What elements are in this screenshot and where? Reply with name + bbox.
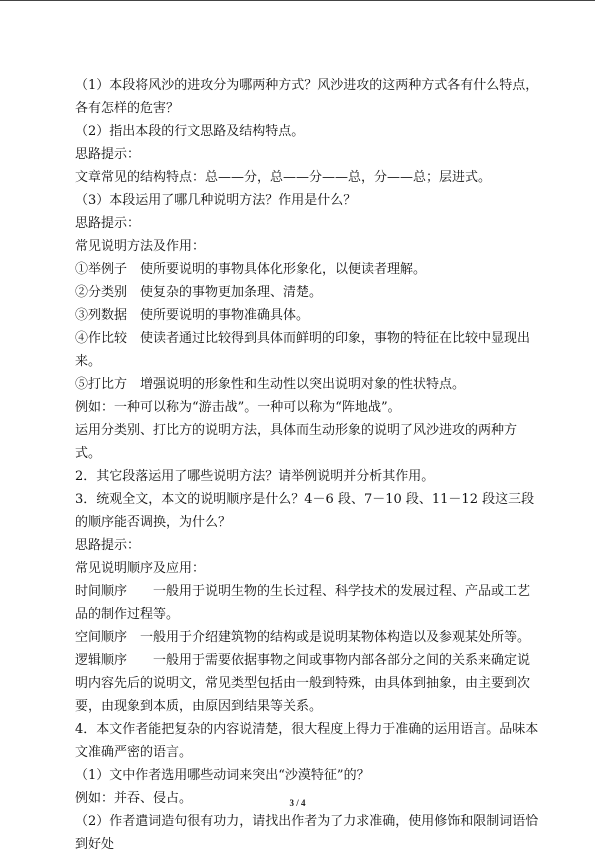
method-item: ③列数据 使所要说明的事物准确具体。 [75,308,310,323]
question-1-3: （3）本段运用了哪几种说明方法？作用是什么？ [75,193,357,208]
example-line: 例如：并吞、侵占。 [75,791,193,806]
order-item-time: 时间顺序 一般用于说明生物的生长过程、科学技术的发展过程、产品或工艺品的制作过程等。 [75,584,531,622]
example-explanation: 运用分类别、打比方的说明方法，具体而生动形象的说明了风沙进攻的两种方式。 [75,423,518,461]
order-item-logic: 逻辑顺序 一般用于需要依据事物之间或事物内部各部分之间的关系来确定说明内容先后的说明文，常见类型包括由一般到特殊，由具体到抽象，由主要到次要，由现象到本质，由原因到结果等关系。 [75,653,531,714]
page-number: 3 / 4 [289,798,306,808]
question-4: 4．本文作者能把复杂的内容说清楚，很大程度上得力于准确的运用语言。品味本文准确严密的语言。 [75,722,539,760]
document-body [62,74,540,856]
order-heading: 常见说明顺序及应用： [75,561,206,576]
order-item-space: 空间顺序 一般用于介绍建筑物的结构或是说明某物体构造以及参观某处所等。 [75,630,531,645]
question-2: 2．其它段落运用了哪些说明方法？请举例说明并分析其作用。 [75,469,435,484]
question-4-1: （1）文中作者选用哪些动词来突出“沙漠特征”的？ [75,768,370,783]
hint-label: 思路提示： [75,147,141,162]
question-3: 3．统观全文，本文的说明顺序是什么？4－6 段、7－10 段、11－12 段这三段的顺序能否调换，为什么？ [75,492,535,530]
question-1-1: （1）本段将风沙的进攻分为哪两种方式？风沙进攻的这两种方式各有什么特点，各有怎样的危害？ [75,78,539,116]
methods-heading: 常见说明方法及作用： [75,239,206,254]
hint-label: 思路提示： [75,538,141,553]
top-border-line [0,0,595,1]
question-4-2: （2）作者遣词造句很有功力，请找出作者为了力求准确，使用修饰和限制词语恰到好处 [75,814,539,852]
example-line: 例如：一种可以称为“游击战”。一种可以称为“阵地战”。 [75,400,401,415]
method-item: ①举例子 使所要说明的事物具体化形象化，以便读者理解。 [75,262,427,277]
structure-hint: 文章常见的结构特点：总——分，总——分——总，分——总；层进式。 [75,170,492,185]
hint-label: 思路提示： [75,216,141,231]
method-item: ⑤打比方 增强说明的形象性和生动性以突出说明对象的性状特点。 [75,377,466,392]
method-item: ④作比较 使读者通过比较得到具体而鲜明的印象，事物的特征在比较中显现出来。 [75,331,531,369]
question-1-2: （2）指出本段的行文思路及结构特点。 [75,124,305,139]
method-item: ②分类别 使复杂的事物更加条理、清楚。 [75,285,323,300]
